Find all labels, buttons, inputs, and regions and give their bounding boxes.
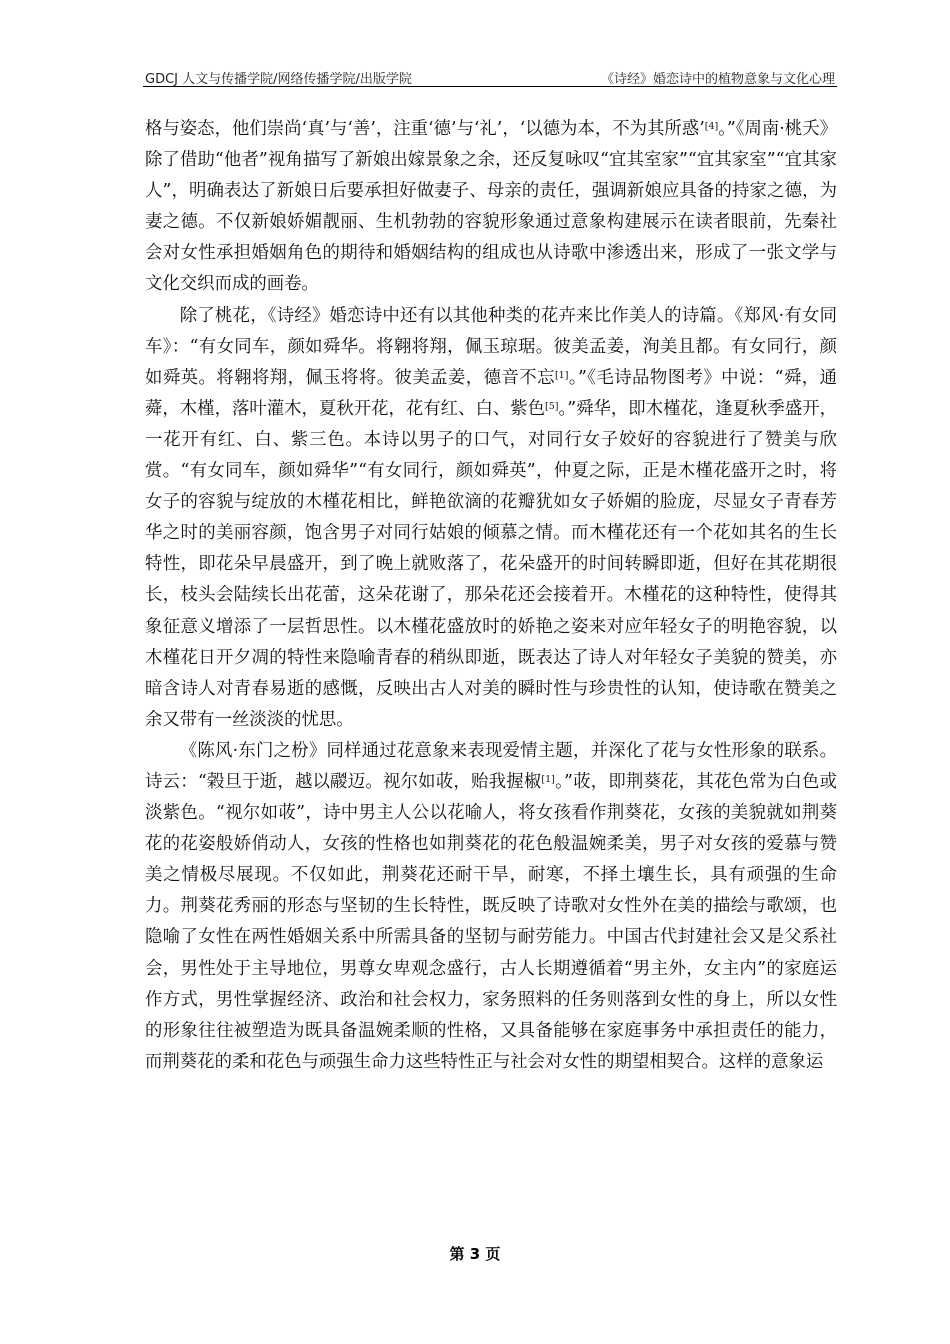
p1-text-1: 格与姿态，他们崇尚‘真’与‘善’，注重‘德’与‘礼’，‘以德为本，不为其所惑’ (145, 119, 705, 139)
header-paper-title: 《诗经》婚恋诗中的植物意象与文化心理 (600, 72, 835, 87)
p2-text-2: 。”《毛诗品物图考》中说：“舜，通蕣，木槿，落叶灌木，夏秋开花，花有红、白、紫色 (145, 367, 837, 419)
paragraph-1 (145, 114, 837, 301)
p1-text-2: 。”《周南·桃夭》除了借助“他者”视角描写了新娘出嫁景象之余，还反复咏叹“宜其室家”“宜其家室”“宜其家人”，明确表达了新娘日后要承担好做妻子、母亲的责任，强调新娘应具备的持家之德，为妻之德。不仅新娘娇媚靓丽、生机勃勃的容貌形象通过意象构建展示在读者眼前，先秦社会对女性承担婚姻角色的期待和婚姻结构的组成也从诗歌中渗透出来，形成了一张文学与文化交织而成的画卷。 (145, 119, 837, 295)
paragraph-2 (145, 301, 837, 736)
body-text (145, 114, 837, 1078)
header-institution: GDCJ 人文与传播学院/网络传播学院/出版学院 (145, 72, 412, 87)
citation-1b: [1] (541, 773, 555, 785)
header-rule (143, 86, 837, 87)
page-header (145, 68, 837, 88)
citation-5: [5] (545, 400, 559, 412)
page-number: 第 3 页 (449, 1245, 501, 1263)
p2-text-1: 除了桃花，《诗经》婚恋诗中还有以其他种类的花卉来比作美人的诗篇。《郑风·有女同车》：“有女同车，颜如舜华。将翱将翔，佩玉琼琚。彼美孟姜，洵美且都。有女同行，颜如舜英。将翱将翔，佩玉将将。彼美孟姜，德音不忘 (145, 305, 837, 388)
p3-text-2: 。”荍，即荆葵花，其花色常为白色或淡紫色。“视尔如荍”，诗中男主人公以花喻人，将女孩看作荆葵花，女孩的美貌就如荆葵花的花姿般娇俏动人，女孩的性格也如荆葵花的花色般温婉柔美，男子对女孩的爱慕与赞美之情极尽展现。不仅如此，荆葵花还耐干旱，耐寒，不择土壤生长，具有顽强的生命力。荆葵花秀丽的形态与坚韧的生长特性，既反映了诗歌对女性外在美的描绘与歌颂，也隐喻了女性在两性婚姻关系中所需具备的坚韧与耐劳能力。中国古代封建社会又是父系社会，男性处于主导地位，男尊女卑观念盛行，古人长期遵循着“男主外，女主内”的家庭运作方式，男性掌握经济、政治和社会权力，家务照料的任务则落到女性的身上，所以女性的形象往往被塑造为既具备温婉柔顺的性格，又具备能够在家庭事务中承担责任的能力，而荆葵花的柔和花色与顽强生命力这些特性正与社会对女性的期望相契合。这样的意象运 (145, 771, 837, 1072)
paragraph-3 (145, 736, 837, 1078)
citation-1: [1] (554, 369, 569, 381)
citation-4: [4] (704, 120, 719, 132)
p3-text-1: 《陈风·东门之枌》同样通过花意象来表现爱情主题，并深化了花与女性形象的联系。诗云：“榖旦于逝，越以鬷迈。视尔如荍，贻我握椒 (145, 740, 837, 792)
p2-text-3: 。”舜华，即木槿花，逢夏秋季盛开，一花开有红、白、紫三色。本诗以男子的口气，对同行女子姣好的容貌进行了赞美与欣赏。“有女同车，颜如舜华”“有女同行，颜如舜英”，仲夏之际，正是木槿花盛开之时，将女子的容貌与绽放的木槿花相比，鲜艳欲滴的花瓣犹如女子娇媚的脸庞，尽显女子青春芳华之时的美丽容颜，饱含男子对同行姑娘的倾慕之情。而木槿花还有一个花如其名的生长特性，即花朵早晨盛开，到了晚上就败落了，花朵盛开的时间转瞬即逝，但好在其花期很长，枝头会陆续长出花蕾，这朵花谢了，那朵花还会接着开。木槿花的这种特性，使得其象征意义增添了一层哲思性。以木槿花盛放时的娇艳之姿来对应年轻女子的明艳容貌，以木槿花日开夕凋的特性来隐喻青春的稍纵即逝，既表达了诗人对年轻女子美貌的赞美，亦暗含诗人对青春易逝的感慨，反映出古人对美的瞬时性与珍贵性的认知，使诗歌在赞美之余又带有一丝淡淡的忧思。 (145, 398, 837, 730)
